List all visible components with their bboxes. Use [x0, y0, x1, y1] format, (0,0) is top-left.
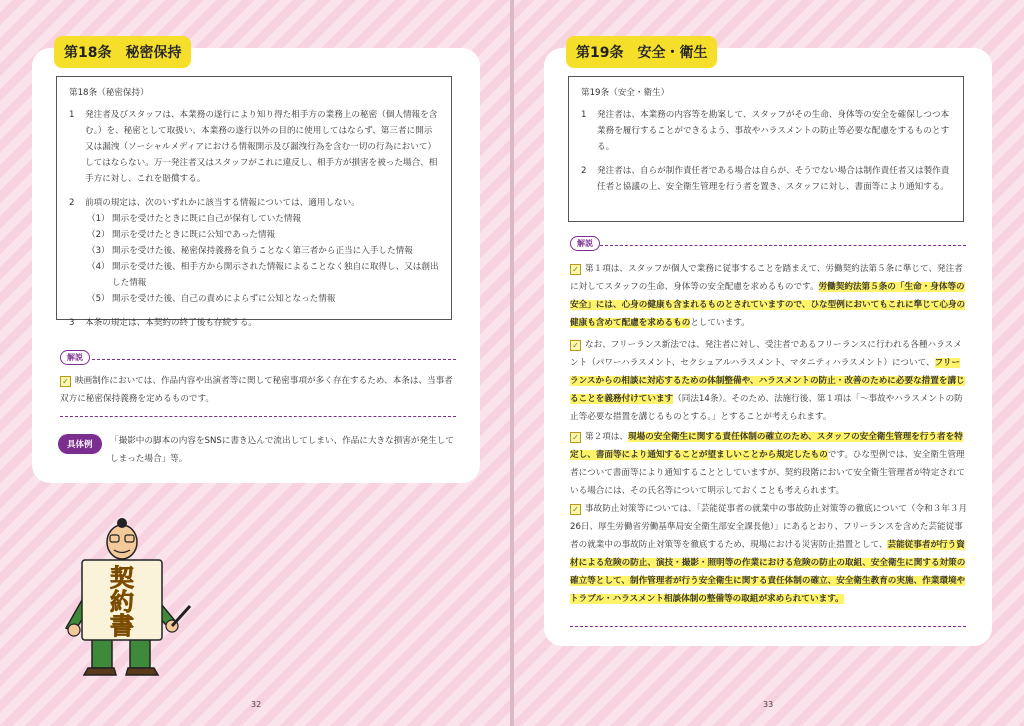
article-18-card [32, 45, 480, 483]
note-text: 映画制作においては、作品内容や出演者等に関して秘密事項が多く存在するため、本条は、当事者双方に秘密保持義務を定めるものです。 [60, 376, 453, 404]
item-text: 前項の規定は、次のいずれかに該当する情報については、適用しない。 [85, 198, 360, 208]
note-text: です。ひな型例では、安全衛生管理者について書面等により通知することとしていますが、契約段階において安全衛生管理者が特定されている場合には、その氏名等について明示しておくことも考えられます。 [570, 450, 966, 496]
checkbox-icon: ✓ [570, 432, 581, 443]
kaisetsu-note-3 [570, 428, 968, 500]
checkbox-icon: ✓ [570, 264, 581, 275]
bottom-divider [570, 626, 966, 627]
kaisetsu-note [60, 372, 458, 408]
note-text: なお、フリーランス新法では、発注者に対し、受注者であるフリーランスに行われる各種ハラスメント（パワーハラスメント、セクシュアルハラスメント、マタニティハラスメント）について、 [570, 340, 962, 368]
kaisetsu-note-2 [570, 336, 968, 426]
note-text: 事故防止対策等については、「芸能従事者の就業中の事故防止対策等の徹底について（令和３年３月26日、厚生労働省労働基準局安全衛生部安全課長他）」にあるとおり、フリーランスを含めた芸能従事者の就業中の事故防止対策等を徹底するため、現場における災害防止措置として、 [570, 504, 968, 550]
item-text: 本条の規定は、本契約の終了後も存続する。 [85, 318, 257, 328]
sub-number: （3） [87, 246, 110, 256]
clause-item [69, 315, 439, 331]
clause-heading: 第19条（安全・衛生） [581, 88, 670, 98]
checkbox-icon: ✓ [570, 504, 581, 515]
mascot-sign-char-2: 約 [110, 588, 134, 616]
sub-text: 開示を受けた後、秘密保持義務を負うことなく第三者から正当に入手した情報 [112, 246, 413, 256]
note-highlight: 労働契約法第５条の「生命・身体等の安全」には、心身の健康も含まれるものとされていますので、ひな型例においてもこれに準じて心身の健康も含めて配慮を求めるもの [570, 282, 966, 328]
sub-text: 開示を受けたときに既に公知であった情報 [112, 230, 276, 240]
example-text: 「撮影中の脚本の内容をSNSに書き込んで流出してしまい、作品に大きな損害が発生してしまった場合」等。 [110, 436, 454, 464]
sub-number: （2） [87, 230, 110, 240]
note-text: 第１項は、スタッフが個人で業務に従事することを踏まえて、労働契約法第５条に準じて、発注者に対してスタッフの生命、身体等の安全配慮を求めるものです。 [570, 264, 963, 292]
clause-heading: 第18条（秘密保持） [69, 88, 149, 98]
item-text: 発注者及びスタッフは、本業務の遂行により知り得た相手方の業務上の秘密（個人情報を含む。）を、秘密として取扱い、本業務の遂行以外の目的に使用してはならず、第三者に開示又は漏洩（ソーシャルメディアにおける情報開示及び漏洩行為を含む一切の行為において）してはならない。万一発注者又はスタッフがこれに違反し、相手方が損害を被った場合、相手方に対し、これを賠償する。 [85, 110, 438, 184]
item-number: 3 [69, 318, 75, 328]
clause-item [581, 107, 951, 155]
clause-item [581, 163, 951, 195]
kaisetsu-label: 解説 [570, 236, 600, 251]
kaisetsu-divider [92, 359, 456, 360]
note-text: （同法14条）。そのため、法施行後、第１項は「～事故やハラスメントの防止等必要な措置を講じるものとする。」とすることが考えられます。 [570, 394, 963, 422]
sub-item [69, 211, 439, 227]
clause-item [69, 195, 439, 211]
page-number: 33 [763, 700, 774, 709]
sub-item [69, 259, 439, 291]
note-highlight: 芸能従事者が行う資材による危険の防止、演技・撮影・照明等の作業における危険の防止の取組、安全衛生に関する対策の確立等として、制作管理者が行う安全衛生に関する責任体制の確立、安全衛生教育の実施、作業環境やトラブル・ハラスメント相談体制の整備等の取組が求められています。 [570, 540, 966, 604]
item-number: 1 [69, 110, 75, 120]
item-number: 1 [581, 110, 587, 120]
kaisetsu-note-4 [570, 500, 968, 608]
mascot-sign-char-1: 契 [110, 564, 134, 592]
item-number: 2 [69, 198, 75, 208]
article-19-title: 第19条 安全・衛生 [566, 36, 717, 68]
article-19-card [544, 45, 992, 646]
note-text: としています。 [690, 318, 750, 328]
kaisetsu-note-1 [570, 260, 968, 332]
sub-item [69, 243, 439, 259]
item-text: 発注者は、本業務の内容等を勘案して、スタッフがその生命、身体等の安全を確保しつつ本業務を履行することができるよう、事故やハラスメントの防止等必要な配慮をするものとする。 [597, 110, 950, 152]
checkbox-icon: ✓ [570, 340, 581, 351]
sub-item [69, 291, 439, 307]
sub-item [69, 227, 439, 243]
sub-text: 開示を受けた後、相手方から開示された情報によることなく独自に取得し、又は創出した情報 [112, 262, 439, 288]
item-text: 発注者は、自らが制作責任者である場合は自らが、そうでない場合は制作責任者又は製作責任者と協議の上、安全衛生管理を行う者を置き、スタッフに対し、書面等により通知する。 [597, 166, 950, 192]
page-number: 32 [251, 700, 262, 709]
sub-number: （5） [87, 294, 110, 304]
sub-number: （4） [87, 262, 110, 272]
kaisetsu-label: 解説 [60, 350, 90, 365]
example-label: 具体例 [58, 434, 102, 454]
sub-text: 開示を受けた後、自己の責めによらずに公知となった情報 [112, 294, 336, 304]
right-page [514, 0, 1024, 726]
bottom-divider [60, 416, 456, 417]
clause-item [69, 107, 439, 187]
checkbox-icon: ✓ [60, 376, 71, 387]
left-page [0, 0, 510, 726]
article-19-clause-box [568, 76, 964, 222]
sub-text: 開示を受けたときに既に自己が保有していた情報 [112, 214, 302, 224]
item-number: 2 [581, 166, 587, 176]
sub-number: （1） [87, 214, 110, 224]
article-18-clause-box [56, 76, 452, 328]
note-highlight: フリーランスからの相談に対応するための体制整備や、ハラスメントの防止・改善のために必要な措置を講じることを義務付けています [570, 358, 965, 404]
note-text: 第２項は、 [585, 432, 628, 442]
note-highlight: 現場の安全衛生に関する責任体制の確立のため、スタッフの安全衛生管理を行う者を特定し、書面等により通知することが望ましいことから規定したもの [570, 432, 963, 460]
kaisetsu-divider [600, 245, 966, 246]
article-18-title: 第18条 秘密保持 [54, 36, 191, 68]
mascot-sign-char-3: 書 [110, 612, 134, 640]
mascot-illustration [48, 518, 196, 678]
